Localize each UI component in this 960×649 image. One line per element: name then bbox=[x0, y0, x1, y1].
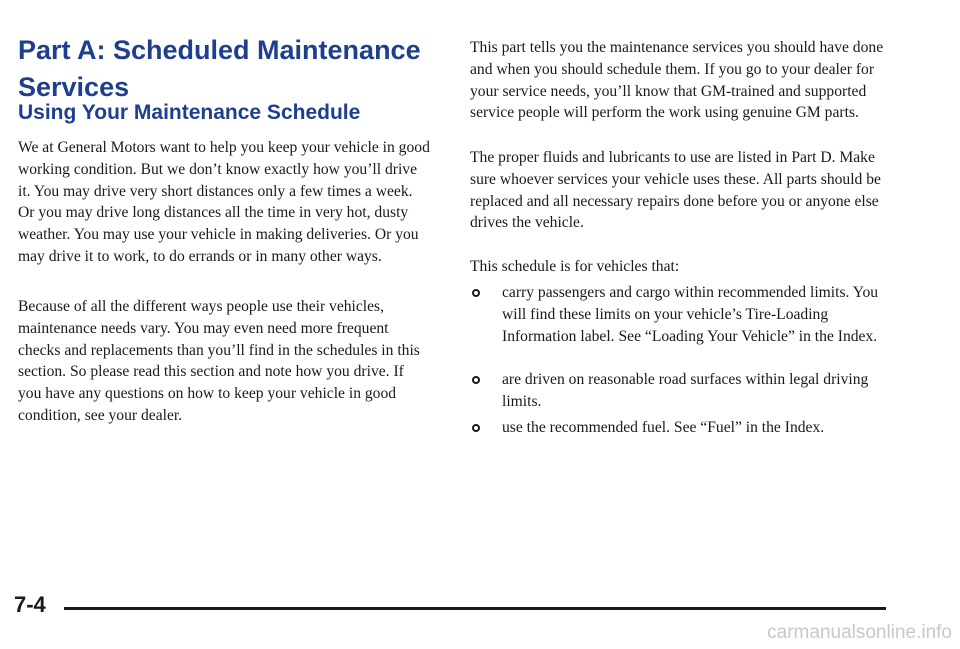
paragraph-fluids: The proper fluids and lubricants to use are listed in Part D. Make sure whoever services your vehicle uses these. All parts should be replaced and all necessary repairs done before you or anyone else drives the vehicle. bbox=[470, 149, 881, 232]
bullet-icon bbox=[472, 424, 480, 432]
footer-divider bbox=[64, 607, 886, 610]
list-item-text: are driven on reasonable road surfaces within legal driving limits. bbox=[502, 371, 869, 410]
paragraph-intro: We at General Motors want to help you keep your vehicle in good working condition. But we don’t know exactly how you’ll drive it. You may drive very short distances only a few times a week. Or you may drive long distances all the time in very hot, dusty weather. You may use your vehicle in making deliveries. Or you may drive it to work, to do errands or in many other ways. bbox=[18, 139, 430, 265]
paragraph-schedule-for: This schedule is for vehicles that: bbox=[470, 258, 680, 275]
list-item bbox=[470, 417, 890, 439]
list-item bbox=[470, 282, 890, 347]
list-item bbox=[470, 369, 890, 413]
section-title: Using Your Maintenance Schedule bbox=[18, 101, 361, 124]
watermark: carmanualsonline.info bbox=[767, 622, 952, 643]
paragraph-needs-vary: Because of all the different ways people use their vehicles, maintenance needs vary. You may even need more frequent checks and replacements than you’ll find in the schedules in this section. So please read this section and note how you drive. If you have any questions on how to keep your vehicle in good condition, see your dealer. bbox=[18, 298, 420, 424]
list-item-text: use the recommended fuel. See “Fuel” in the Index. bbox=[502, 419, 825, 436]
page-number: 7-4 bbox=[14, 592, 46, 617]
list-item-text: carry passengers and cargo within recommended limits. You will find these limits on your vehicle’s Tire-Loading Information label. See “Loading Your Vehicle” in the Index. bbox=[502, 284, 879, 345]
bullet-icon bbox=[472, 289, 480, 297]
part-title: Part A: Scheduled Maintenance Services bbox=[18, 35, 421, 102]
bullet-icon bbox=[472, 376, 480, 384]
paragraph-part-overview: This part tells you the maintenance services you should have done and when you should schedule them. If you go to your dealer for your service needs, you’ll know that GM-trained and supported service people will perform the work using genuine GM parts. bbox=[470, 39, 884, 122]
